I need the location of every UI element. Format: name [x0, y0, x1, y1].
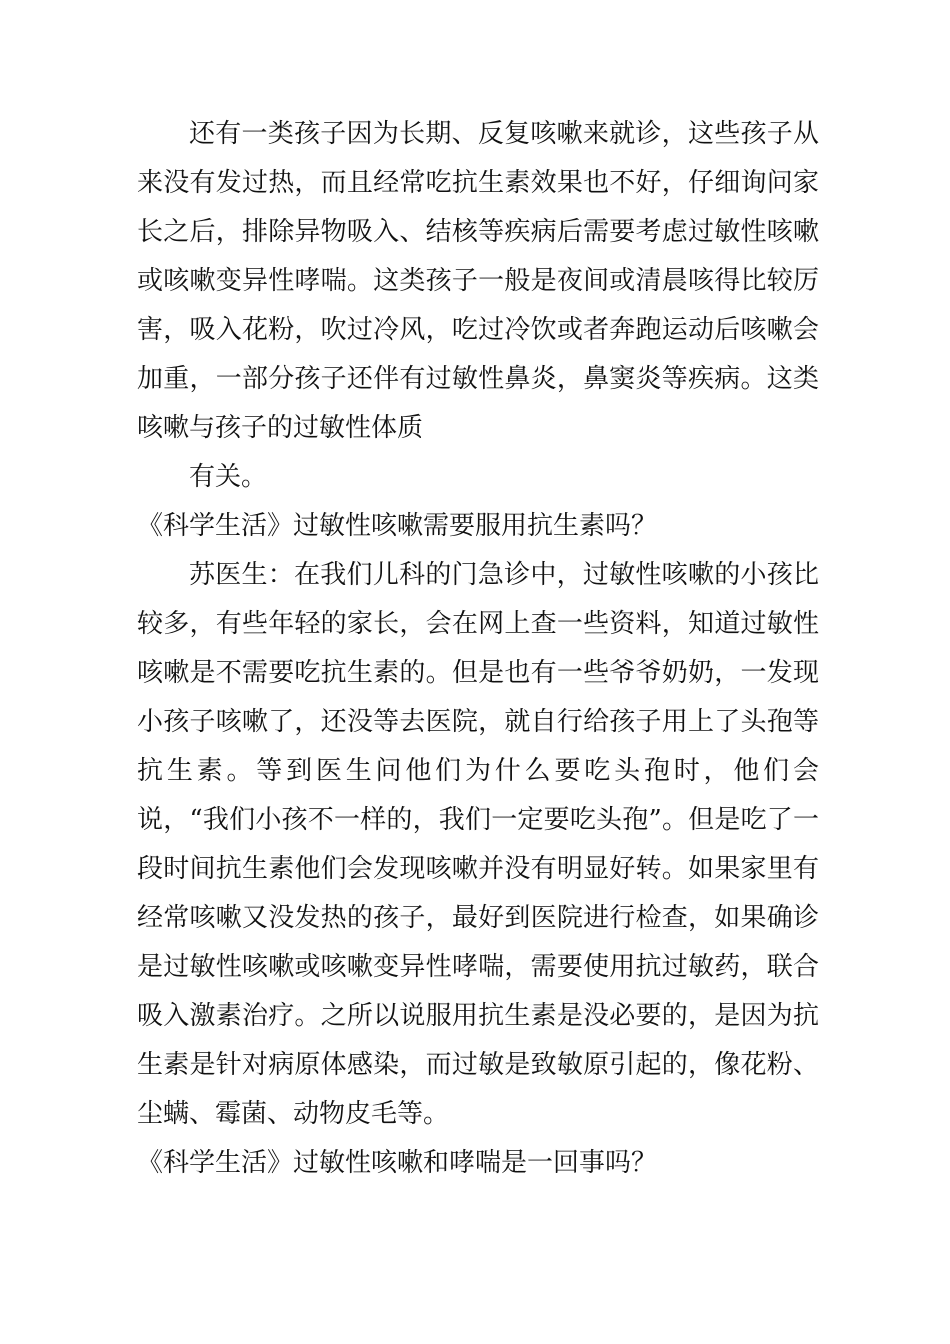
- paragraph-doctor-answer: 苏医生：在我们儿科的门急诊中，过敏性咳嗽的小孩比较多，有些年轻的家长，会在网上查一些资料，知道过敏性咳嗽是不需要吃抗生素的。但是也有一些爷爷奶奶，一发现小孩子咳嗽了，还没等去医院，就自行给孩子用上了头孢等抗生素。等到医生问他们为什么要吃头孢时，他们会说，“我们小孩不一样的，我们一定要吃头孢”。但是吃了一段时间抗生素他们会发现咳嗽并没有明显好转。如果家里有经常咳嗽又没发热的孩子，最好到医院进行检查，如果确诊是过敏性咳嗽或咳嗽变异性哮喘，需要使用抗过敏药，联合吸入激素治疗。之所以说服用抗生素是没必要的，是因为抗生素是针对病原体感染，而过敏是致敏原引起的，像花粉、尘螨、霉菌、动物皮毛等。: [137, 560, 819, 1129]
- question-heading-antibiotics: 《科学生活》过敏性咳嗽需要服用抗生素吗？: [137, 511, 658, 541]
- question-heading-asthma: 《科学生活》过敏性咳嗽和哮喘是一回事吗？: [137, 1148, 658, 1178]
- document-body: [137, 110, 819, 1188]
- paragraph-allergic-cough-description: 还有一类孩子因为长期、反复咳嗽来就诊，这些孩子从来没有发过热，而且经常吃抗生素效果也不好，仔细询问家长之后，排除异物吸入、结核等疾病后需要考虑过敏性咳嗽或咳嗽变异性哮喘。这类孩子一般是夜间或清晨咳得比较厉害，吸入花粉，吹过冷风，吃过冷饮或者奔跑运动后咳嗽会加重，一部分孩子还伴有过敏性鼻炎，鼻窦炎等疾病。这类咳嗽与孩子的过敏性体质: [137, 119, 819, 443]
- paragraph-continuation: 有关。: [189, 462, 268, 492]
